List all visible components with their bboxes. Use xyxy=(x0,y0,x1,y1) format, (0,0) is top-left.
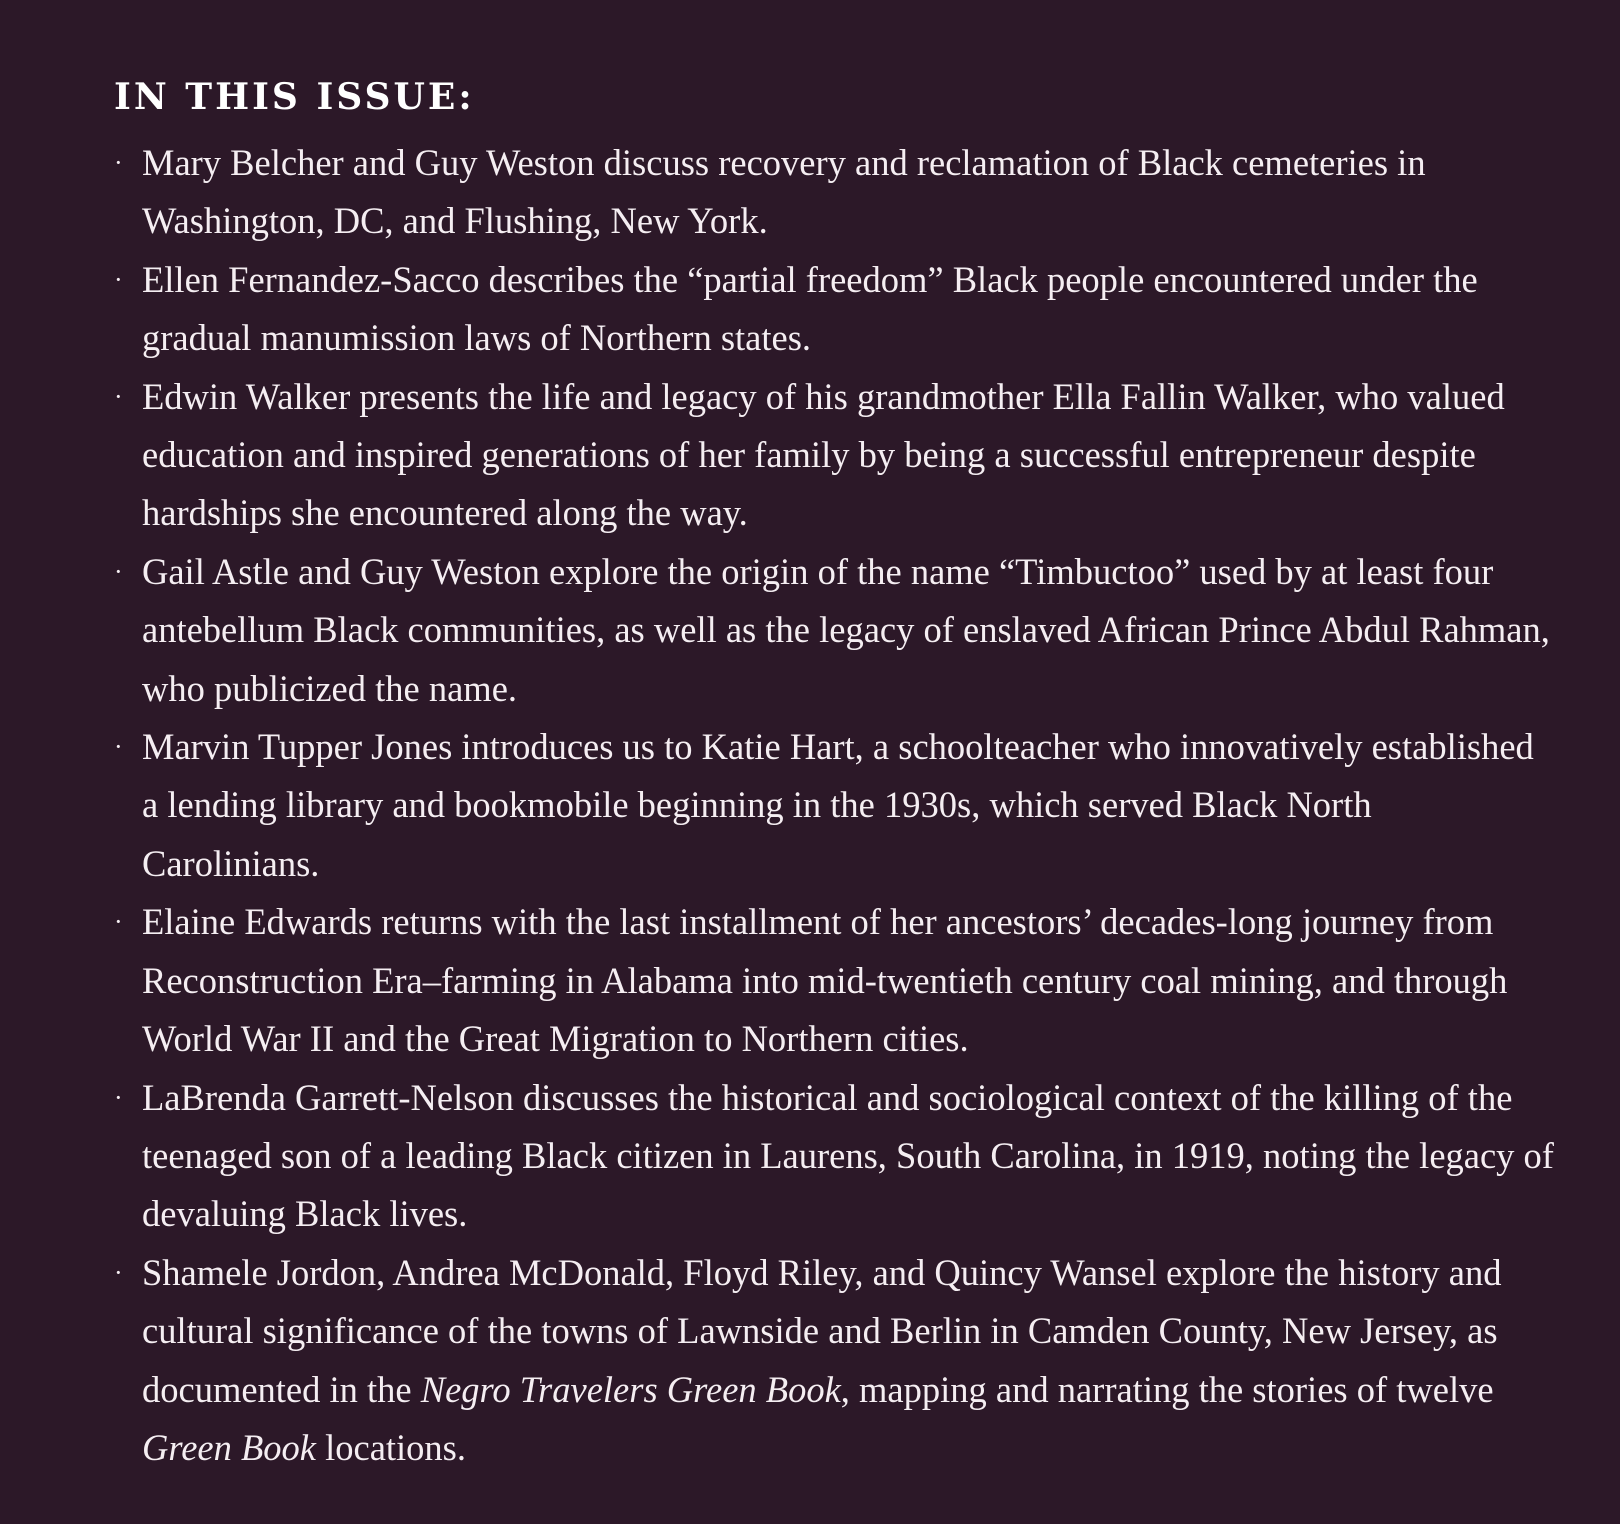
bullet-icon: · xyxy=(114,1257,123,1287)
list-item xyxy=(114,251,1554,368)
item-text: LaBrenda Garrett-Nelson discusses the historical and sociological context of the killing of the teenaged son of a leading Black citizen in Laurens, South Carolina, in 1919, noting the legacy of devaluing Black lives. xyxy=(142,1076,1554,1235)
list-item xyxy=(114,1069,1554,1244)
bullet-icon: · xyxy=(114,1082,123,1112)
item-text: Shamele Jordon, Andrea McDonald, Floyd Riley, and Quincy Wansel explore the history and cultural significance of the towns of Lawnside and Berlin in Camden County, New Jersey, as documented in the xyxy=(142,1251,1502,1410)
list-item xyxy=(114,718,1554,893)
item-text: Elaine Edwards returns with the last installment of her ancestors’ decades-long journey from Reconstruction Era–farming in Alabama into mid-twentieth century coal mining, and through World War II and the Great Migration to Northern cities. xyxy=(142,901,1508,1060)
issue-contents-panel xyxy=(114,66,1554,1477)
item-text: Edwin Walker presents the life and legacy of his grandmother Ella Fallin Walker, who valued education and inspired generations of her family by being a successful entrepreneur despite hardships she encountered along the way. xyxy=(142,375,1505,534)
bullet-icon: · xyxy=(114,732,123,762)
bullet-icon: · xyxy=(114,148,123,177)
item-italic-title: Negro Travelers Green Book xyxy=(420,1368,841,1410)
list-item xyxy=(114,368,1554,543)
bullet-icon: · xyxy=(114,381,123,411)
item-italic-title: Green Book xyxy=(142,1426,316,1468)
bullet-icon: · xyxy=(114,907,123,937)
item-text: Mary Belcher and Guy Weston discuss recovery and reclamation of Black cemeteries in Washington, DC, and Flushing, New York. xyxy=(142,142,1426,242)
issue-list xyxy=(114,134,1554,1477)
list-item xyxy=(114,543,1554,718)
bullet-icon: · xyxy=(114,556,123,586)
issue-heading: IN THIS ISSUE: xyxy=(114,76,475,118)
item-text: , mapping and narrating the stories of twelve xyxy=(840,1368,1494,1410)
bullet-icon: · xyxy=(114,264,123,294)
item-text: Marvin Tupper Jones introduces us to Katie Hart, a schoolteacher who innovatively established a lending library and bookmobile beginning in the 1930s, which served Black North Carolinians. xyxy=(142,726,1534,884)
item-text: Gail Astle and Guy Weston explore the origin of the name “Timbuctoo” used by at least four antebellum Black communities, as well as the legacy of enslaved African Prince Abdul Rahman, who publicized the name. xyxy=(142,550,1550,709)
item-text: Ellen Fernandez-Sacco describes the “partial freedom” Black people encountered under the gradual manumission laws of Northern states. xyxy=(142,258,1478,359)
list-item xyxy=(114,134,1554,251)
list-item xyxy=(114,893,1554,1068)
item-text: locations. xyxy=(315,1426,467,1468)
list-item xyxy=(114,1244,1554,1478)
